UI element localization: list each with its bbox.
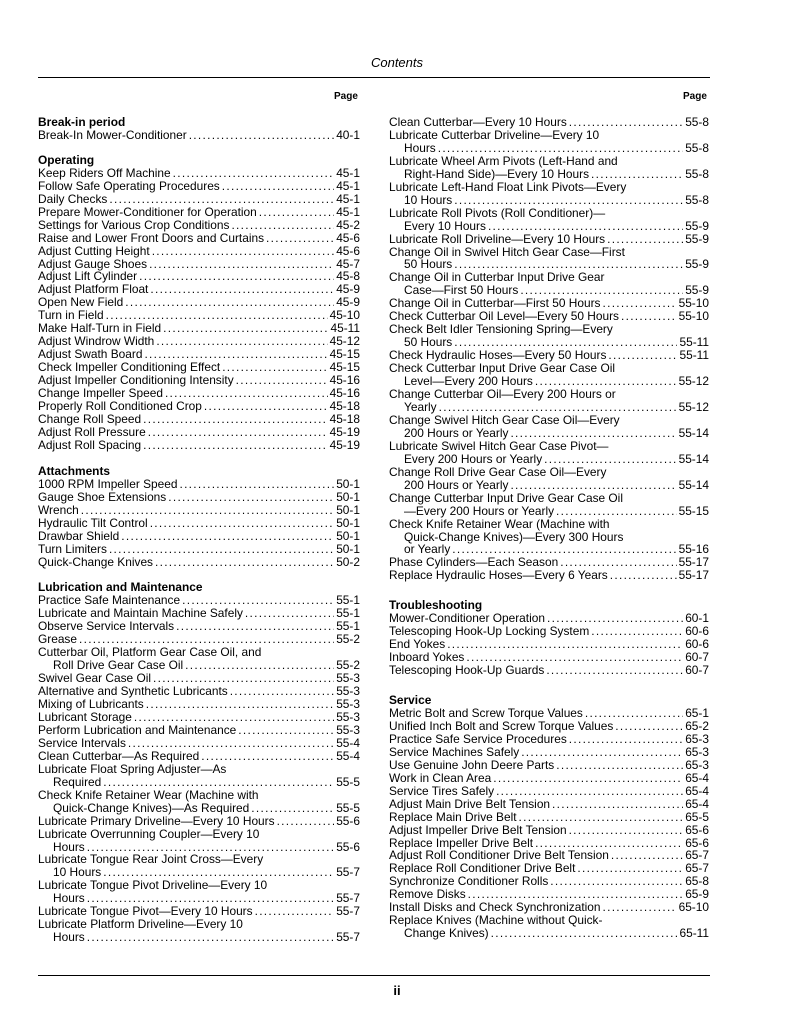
toc-entry-title: Perform Lubrication and Maintenance	[38, 722, 237, 737]
lubrication-entries-a	[38, 594, 360, 646]
toc-entry-page: 45-15	[329, 360, 360, 375]
dot-leader	[204, 400, 328, 413]
toc-entry-page: 50-2	[336, 554, 360, 569]
toc-entry-title: Break-In Mower-Conditioner	[38, 127, 187, 142]
toc-entry-title: Observe Service Intervals	[38, 619, 175, 634]
toc-entry-line: Lubricate Float Spring Adjuster—As	[38, 761, 227, 776]
dot-leader	[611, 849, 683, 862]
toc-entry-page: 65-3	[685, 744, 709, 759]
lubrication-entries-b	[38, 672, 360, 763]
toc-entry-title: Hydraulic Tilt Control	[38, 515, 148, 530]
section-heading-operating: Operating	[38, 152, 95, 167]
toc-entry[interactable]: Hours ..... 55-8	[389, 142, 709, 155]
toc-entry[interactable]	[38, 556, 360, 569]
toc-entry[interactable]	[38, 517, 360, 530]
toc-entry-title: End Yokes	[389, 637, 446, 652]
toc-entry-page: 55-1	[336, 606, 360, 621]
toc-entry[interactable]	[389, 707, 709, 720]
toc-entry-page: 45-6	[336, 243, 360, 258]
dot-leader	[143, 413, 327, 426]
dot-leader	[222, 361, 327, 374]
toc-entry-page: 45-9	[336, 282, 360, 297]
toc-entry-page: 45-16	[329, 386, 360, 401]
dot-leader	[603, 901, 677, 914]
toc-entry-title: Adjust Lift Cylinder	[38, 269, 138, 284]
toc-entry[interactable]	[389, 811, 709, 824]
toc-entry[interactable]: Hours ..... 55-7	[38, 892, 360, 905]
dot-leader	[447, 638, 683, 651]
toc-entry-page: 65-3	[685, 757, 709, 772]
toc-entry-page: 60-1	[685, 611, 709, 626]
toc-entry-line: Change Cutterbar Input Drive Gear Case Oil	[389, 490, 623, 505]
toc-entry-line: Change Oil in Swivel Hitch Gear Case—First	[389, 244, 625, 259]
toc-entry-line: Change Roll Drive Gear Case Oil—Every	[389, 464, 607, 479]
dot-leader	[201, 750, 334, 763]
toc-entry-title: Metric Bolt and Screw Torque Values	[389, 705, 583, 720]
toc-entry-page: 45-1	[336, 204, 360, 219]
toc-entry[interactable]: 10 Hours ..... 55-8	[389, 194, 709, 207]
dot-leader	[556, 759, 683, 772]
dot-leader	[496, 785, 683, 798]
toc-entry-page: 45-19	[329, 424, 360, 439]
toc-entry-page: 50-1	[336, 528, 360, 543]
toc-entry-line: Change Cutterbar Oil—Every 200 Hours or	[389, 387, 616, 402]
toc-entry-page: 55-2	[336, 632, 360, 647]
dot-leader	[550, 875, 683, 888]
toc-entry-title: Service Intervals	[38, 735, 126, 750]
dot-leader	[519, 811, 684, 824]
dot-leader	[591, 625, 683, 638]
toc-entry-line: Lubricate Tongue Rear Joint Cross—Every	[38, 852, 264, 867]
footer-rule	[38, 975, 710, 976]
toc-entry-title: Adjust Gauge Shoes	[38, 256, 148, 271]
toc-entry-page: 65-7	[685, 848, 709, 863]
toc-entry[interactable]: Phase Cylinders—Each Season ..... 55-17	[389, 556, 709, 569]
toc-entry-title: Adjust Swath Board	[38, 347, 143, 362]
toc-entry-title: Turn Limiters	[38, 541, 107, 556]
toc-entry[interactable]: Right-Hand Side)—Every 10 Hours ..... 55-8	[389, 168, 709, 181]
page-column-label-right: Page	[683, 91, 707, 102]
toc-entry[interactable]: Hours ..... 55-6	[38, 841, 360, 854]
toc-entry-title: Prepare Mower-Conditioner for Operation	[38, 204, 257, 219]
toc-entry[interactable]: Clean Cutterbar—Every 10 Hours ..... 55-8	[389, 116, 709, 129]
dot-leader	[149, 258, 334, 271]
toc-entry-title: Work in Clean Area	[389, 770, 492, 785]
toc-entry[interactable]	[389, 759, 709, 772]
dot-leader	[222, 180, 334, 193]
toc-entry-page: 45-10	[329, 308, 360, 323]
dot-leader	[121, 530, 334, 543]
dot-leader	[134, 711, 334, 724]
toc-entry-page: 65-8	[685, 874, 709, 889]
dot-leader	[143, 439, 327, 452]
toc-entry-page: 60-6	[685, 624, 709, 639]
toc-entry-line: Lubricate Wheel Arm Pivots (Left-Hand and	[389, 153, 618, 168]
dot-leader	[577, 862, 683, 875]
toc-entry[interactable]	[38, 180, 360, 193]
toc-entry-page: 45-15	[329, 347, 360, 362]
toc-entry-title: Replace Impeller Drive Belt	[389, 835, 534, 850]
toc-entry-page: 55-3	[336, 684, 360, 699]
toc-entry[interactable]	[38, 530, 360, 543]
toc-entry-page: 45-12	[329, 334, 360, 349]
dot-leader	[81, 504, 334, 517]
toc-left-column	[38, 116, 360, 944]
toc-entry[interactable]: 200 Hours or Yearly ..... 55-14	[389, 479, 709, 492]
toc-entry[interactable]: Roll Drive Gear Case Oil ..... 55-2	[38, 659, 360, 672]
toc-entry-line: Replace Knives (Machine without Quick-	[389, 913, 603, 928]
toc-entry-page: 65-6	[685, 835, 709, 850]
toc-entry-page: 50-1	[336, 515, 360, 530]
toc-entry-line: Check Cutterbar Input Drive Gear Case Oil	[389, 361, 616, 376]
dot-leader	[155, 556, 334, 569]
toc-entry-title: Alternative and Synthetic Lubricants	[38, 684, 228, 699]
dot-leader	[150, 517, 334, 530]
dot-leader	[109, 193, 334, 206]
toc-entry[interactable]	[38, 724, 360, 737]
toc-entry-page: 55-3	[336, 709, 360, 724]
toc-entry-page: 50-1	[336, 476, 360, 491]
toc-entry[interactable]: Required ..... 55-5	[38, 776, 360, 789]
toc-entry-page: 45-9	[336, 295, 360, 310]
dot-leader	[109, 543, 334, 556]
toc-entry-page: 65-2	[685, 718, 709, 733]
toc-entry[interactable]	[38, 129, 360, 142]
toc-entry[interactable]	[38, 737, 360, 750]
toc-entry-line: Change Oil in Cutterbar Input Drive Gear	[389, 270, 605, 285]
toc-entry-title: Lubricant Storage	[38, 709, 132, 724]
toc-entry-line: Quick-Change Knives)—Every 300 Hours	[404, 529, 624, 544]
toc-entry-title: Adjust Windrow Width	[38, 334, 155, 349]
toc-entry-page: 65-10	[678, 900, 709, 915]
toc-entry-page: 65-3	[685, 731, 709, 746]
dot-leader	[521, 746, 683, 759]
toc-entry[interactable]: 10 Hours ..... 55-7	[38, 866, 360, 879]
toc-right-column	[389, 116, 709, 940]
section-heading-lubrication: Lubrication and Maintenance	[38, 580, 203, 595]
service-entries	[389, 707, 709, 914]
toc-entry-title: Clean Cutterbar—As Required	[38, 748, 200, 763]
toc-entry-title: Service Tires Safely	[389, 783, 495, 798]
dot-leader	[552, 798, 683, 811]
toc-entry-line: Check Knife Retainer Wear (Machine with	[38, 787, 259, 802]
toc-entry[interactable]: —Every 200 Hours or Yearly ..... 55-15	[389, 505, 709, 518]
toc-entry[interactable]	[38, 620, 360, 633]
toc-entry-title: Mixing of Lubricants	[38, 697, 144, 712]
toc-entry[interactable]	[38, 232, 360, 245]
toc-entry-title: Wrench	[38, 502, 79, 517]
header-rule	[38, 77, 710, 78]
toc-entry-title: Make Half-Turn in Field	[38, 321, 162, 336]
toc-entry-title: Gauge Shoe Extensions	[38, 489, 167, 504]
toc-entry-title: Inboard Yokes	[389, 650, 465, 665]
toc-entry[interactable]	[389, 720, 709, 733]
toc-entry-title: Raise and Lower Front Doors and Curtains	[38, 230, 265, 245]
toc-entry-page: 65-1	[685, 705, 709, 720]
dot-leader	[230, 685, 334, 698]
toc-entry[interactable]	[389, 824, 709, 837]
toc-entry-page: 45-2	[336, 217, 360, 232]
toc-entry-title: Telescoping Hook-Up Guards	[389, 663, 545, 678]
dot-leader	[266, 232, 334, 245]
toc-entry[interactable]: 200 Hours or Yearly ..... 55-14	[389, 427, 709, 440]
toc-entry[interactable]	[389, 772, 709, 785]
toc-entry[interactable]	[38, 193, 360, 206]
toc-entry-title: Adjust Impeller Conditioning Intensity	[38, 373, 234, 388]
toc-entry-page: 55-3	[336, 697, 360, 712]
toc-entry-line: Check Knife Retainer Wear (Machine with	[389, 516, 610, 531]
toc-entry-title: Synchronize Conditioner Rolls	[389, 874, 549, 889]
toc-entry-title: Change Roll Speed	[38, 411, 142, 426]
dot-leader	[173, 167, 335, 180]
toc-entry-line: Lubricate Overrunning Coupler—Every 10	[38, 826, 260, 841]
toc-entry-page: 45-16	[329, 373, 360, 388]
section-heading-service: Service	[389, 693, 432, 708]
toc-entry[interactable]	[38, 167, 360, 180]
dot-leader	[152, 245, 334, 258]
toc-entry[interactable]	[389, 785, 709, 798]
toc-entry-page: 65-9	[685, 887, 709, 902]
toc-entry-title: Follow Safe Operating Procedures	[38, 178, 220, 193]
toc-entry-page: 45-18	[329, 399, 360, 414]
dot-leader	[585, 707, 683, 720]
dot-leader	[139, 270, 334, 283]
dot-leader	[569, 824, 684, 837]
toc-entry-title: Grease	[38, 632, 77, 647]
toc-entry[interactable]: Replace Hydraulic Hoses—Every 6 Years ..... 55-17	[389, 569, 709, 582]
toc-entry-page: 45-7	[336, 256, 360, 271]
section-heading-break-in: Break-in period	[38, 115, 126, 129]
toc-entry-title: Adjust Roll Pressure	[38, 424, 146, 439]
toc-entry-title: Adjust Platform Float	[38, 282, 149, 297]
toc-entry-title: Adjust Roll Conditioner Drive Belt Tension	[389, 848, 609, 863]
toc-entry-line: Lubricate Tongue Pivot Driveline—Every 10	[38, 878, 268, 893]
dot-leader	[231, 219, 334, 232]
toc-entry-title: Adjust Cutting Height	[38, 243, 150, 258]
dot-leader	[259, 206, 334, 219]
toc-entry-line: Lubricate Cutterbar Driveline—Every 10	[389, 127, 600, 142]
break-in-entries	[38, 129, 360, 142]
toc-entry-title: Open New Field	[38, 295, 124, 310]
toc-entry[interactable]	[389, 664, 709, 677]
toc-entry-line: Cutterbar Oil, Platform Gear Case Oil, and	[38, 645, 262, 660]
toc-entry[interactable]: Change Oil in Cutterbar—First 50 Hours ..... 55-10	[389, 297, 709, 310]
toc-entry-title: Adjust Impeller Drive Belt Tension	[389, 822, 567, 837]
dot-leader	[493, 772, 683, 785]
dot-leader	[128, 737, 334, 750]
toc-entry-title: Swivel Gear Case Oil	[38, 671, 151, 686]
toc-entry-page: 45-1	[336, 165, 360, 180]
toc-entry-page: 45-8	[336, 269, 360, 284]
toc-entry-line: Lubricate Roll Pivots (Roll Conditioner)—	[389, 205, 606, 220]
dot-leader	[615, 720, 683, 733]
toc-entry-page: 45-1	[336, 178, 360, 193]
toc-entry-title: Install Disks and Check Synchronization	[389, 900, 601, 915]
dot-leader	[179, 478, 334, 491]
dot-leader	[569, 733, 683, 746]
toc-entry-title: Quick-Change Knives	[38, 554, 153, 569]
dot-leader	[168, 491, 334, 504]
dot-leader	[148, 426, 328, 439]
dot-leader	[156, 335, 327, 348]
toc-entry[interactable]	[38, 206, 360, 219]
operating-entries	[38, 167, 360, 452]
toc-entry-page: 60-7	[685, 650, 709, 665]
toc-entry-line: Check Belt Idler Tensioning Spring—Every	[389, 322, 613, 337]
toc-entry-title: Keep Riders Off Machine	[38, 165, 171, 180]
attachments-entries	[38, 478, 360, 569]
toc-entry[interactable]	[38, 426, 360, 439]
toc-entry-page: 45-6	[336, 230, 360, 245]
toc-entry-page: 50-1	[336, 502, 360, 517]
toc-entry-title: Check Impeller Conditioning Effect	[38, 360, 221, 375]
toc-entry-title: Use Genuine John Deere Parts	[389, 757, 555, 772]
toc-entry[interactable]: Lubricate Tongue Pivot—Every 10 Hours ..... 55-7	[38, 905, 360, 918]
section-heading-troubleshooting: Troubleshooting	[389, 598, 483, 613]
toc-entry[interactable]	[389, 746, 709, 759]
toc-entry[interactable]	[38, 491, 360, 504]
toc-entry-line: Change Swivel Hitch Gear Case Oil—Every	[389, 412, 620, 427]
toc-entry[interactable]	[389, 733, 709, 746]
page-header-title: Contents	[370, 55, 424, 70]
toc-entry-title: Change Impeller Speed	[38, 386, 163, 401]
toc-entry-page: 65-4	[685, 770, 709, 785]
toc-entry-title: Unified Inch Bolt and Screw Torque Values	[389, 718, 614, 733]
toc-entry-page: 45-1	[336, 191, 360, 206]
dot-leader	[238, 724, 334, 737]
section-heading-attachments: Attachments	[38, 463, 111, 478]
dot-leader	[236, 374, 328, 387]
toc-entry[interactable]	[38, 711, 360, 724]
dot-leader	[245, 607, 334, 620]
page-number: ii	[393, 983, 401, 998]
toc-entry[interactable]: Case—First 50 Hours ..... 55-9	[389, 284, 709, 297]
toc-entry-page: 65-6	[685, 822, 709, 837]
toc-entry[interactable]	[38, 413, 360, 426]
toc-entry[interactable]	[38, 478, 360, 491]
toc-entry[interactable]	[38, 219, 360, 232]
dot-leader	[176, 620, 334, 633]
toc-entry[interactable]: 50 Hours ..... 55-11	[389, 336, 709, 349]
toc-entry-line: Lubricate Left-Hand Float Link Pivots—Every	[389, 179, 627, 194]
toc-entry-page: 50-1	[336, 541, 360, 556]
dot-leader	[150, 283, 334, 296]
toc-entry-title: Service Machines Safely	[389, 744, 520, 759]
toc-entry[interactable]: or Yearly ..... 55-16	[389, 543, 709, 556]
toc-entry[interactable]: Hours ..... 55-7	[38, 931, 360, 944]
toc-entry-page: 65-4	[685, 796, 709, 811]
toc-entry-page: 55-4	[336, 735, 360, 750]
toc-entry-page: 45-11	[330, 321, 360, 336]
dot-leader	[163, 322, 328, 335]
toc-entry[interactable]	[38, 504, 360, 517]
toc-entry[interactable]: 50 Hours ..... 55-9	[389, 258, 709, 271]
toc-entry-title: Lubricate and Maintain Machine Safely	[38, 606, 243, 621]
toc-entry-page: 55-4	[336, 748, 360, 763]
toc-entry-title: Mower-Conditioner Operation	[389, 611, 545, 626]
toc-entry-page: 45-18	[329, 411, 360, 426]
toc-entry-page: 65-4	[685, 783, 709, 798]
toc-entry-title: Drawbar Shield	[38, 528, 120, 543]
page-column-label-left: Page	[334, 91, 358, 102]
toc-entry-title: Replace Roll Conditioner Drive Belt	[389, 861, 576, 876]
toc-entry[interactable]: Every 200 Hours or Yearly ..... 55-14	[389, 453, 709, 466]
toc-entry-title: Adjust Main Drive Belt Tension	[389, 796, 551, 811]
toc-entry-page: 60-6	[685, 637, 709, 652]
toc-entry[interactable]: Lubricate Roll Driveline—Every 10 Hours ..... 55-9	[389, 233, 709, 246]
toc-entry[interactable]	[38, 245, 360, 258]
toc-entry-title: Settings for Various Crop Conditions	[38, 217, 230, 232]
toc-entry-line: Lubricate Swivel Hitch Gear Case Pivot—	[389, 438, 609, 453]
toc-entry-page: 55-1	[336, 619, 360, 634]
toc-entry-page: 55-3	[336, 671, 360, 686]
toc-entry[interactable]	[38, 750, 360, 763]
toc-entry-line: Lubricate Platform Driveline—Every 10	[38, 917, 243, 932]
toc-entry-page: 55-1	[336, 593, 360, 608]
toc-entry[interactable]	[389, 798, 709, 811]
toc-entry-page: 40-1	[336, 127, 360, 142]
troubleshooting-entries	[389, 612, 709, 677]
toc-entry[interactable]: Lubricate Primary Driveline—Every 10 Hours ..... 55-6	[38, 815, 360, 828]
toc-entry-title: Properly Roll Conditioned Crop	[38, 399, 202, 414]
toc-entry-title: Replace Main Drive Belt	[389, 809, 517, 824]
toc-entry-page: 65-7	[685, 861, 709, 876]
toc-entry-title: Practice Safe Maintenance	[38, 593, 181, 608]
toc-entry-page: 60-7	[685, 663, 709, 678]
toc-entry-page: 50-1	[336, 489, 360, 504]
toc-entry-title: 1000 RPM Impeller Speed	[38, 476, 178, 491]
toc-entry[interactable]	[38, 543, 360, 556]
toc-entry-title: Remove Disks	[389, 887, 466, 902]
toc-entry-page: 45-19	[329, 437, 360, 452]
dot-leader	[146, 698, 334, 711]
toc-entry-title: Adjust Roll Spacing	[38, 437, 142, 452]
toc-entry[interactable]: Quick-Change Knives)—As Required ..... 55-5	[38, 802, 360, 815]
toc-entry[interactable]: Every 10 Hours ..... 55-9	[389, 220, 709, 233]
toc-entry-page: 55-3	[336, 722, 360, 737]
toc-entry[interactable]: Level—Every 200 Hours ..... 55-12	[389, 375, 709, 388]
toc-entry[interactable]	[38, 439, 360, 452]
toc-entry-title: Practice Safe Service Procedures	[389, 731, 567, 746]
toc-entry-page: 65-5	[685, 809, 709, 824]
toc-entry[interactable]: Yearly ..... 55-12	[389, 401, 709, 414]
dot-leader	[189, 129, 334, 142]
dot-leader	[125, 296, 334, 309]
toc-entry-title: Turn in Field	[38, 308, 104, 323]
toc-entry-title: Telescoping Hook-Up Locking System	[389, 624, 590, 639]
toc-entry-title: Daily Checks	[38, 191, 108, 206]
dot-leader	[546, 664, 683, 677]
toc-entry[interactable]: Check Cutterbar Oil Level—Every 50 Hours ..... 55-10	[389, 310, 709, 323]
toc-entry[interactable]: Check Hydraulic Hoses—Every 50 Hours ..... 55-11	[389, 349, 709, 362]
toc-entry[interactable]: Change Knives) ..... 65-11	[389, 927, 709, 940]
